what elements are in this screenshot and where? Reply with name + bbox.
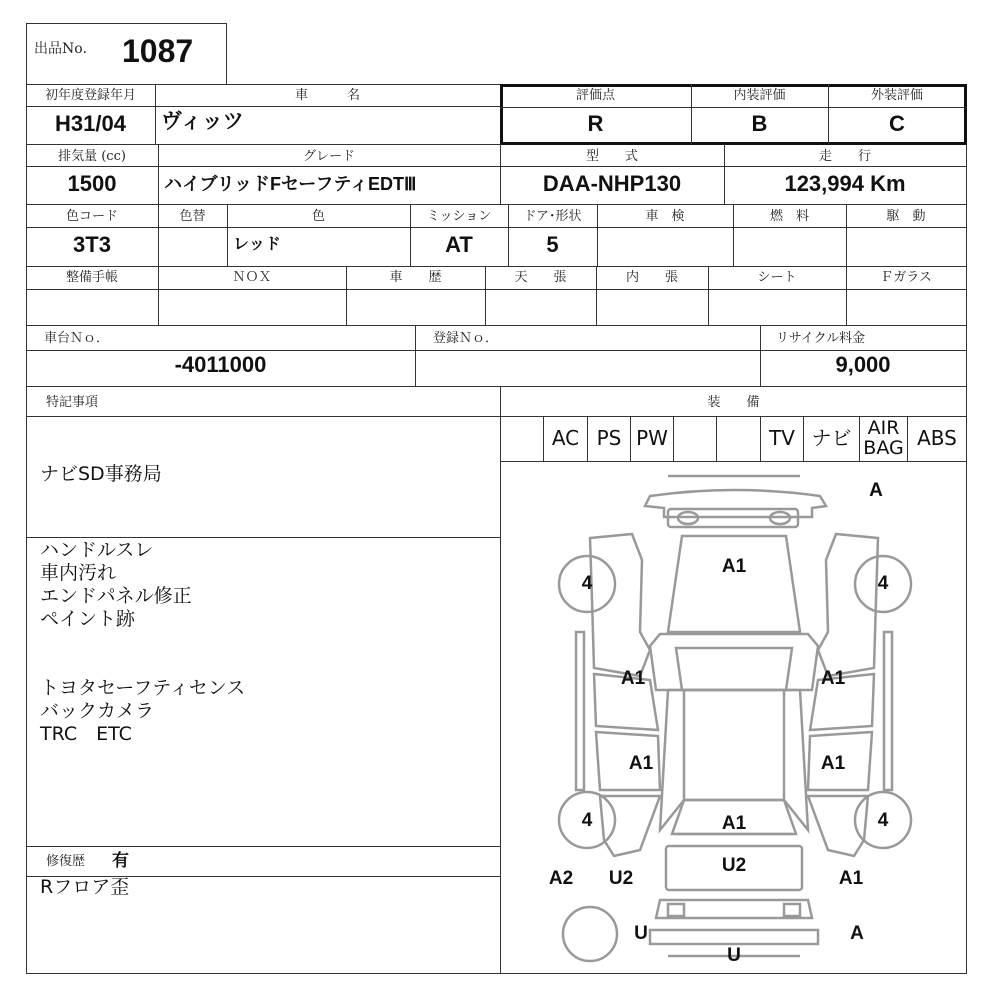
- lining-label: 内 張: [625, 270, 678, 285]
- repair-history-label: 修復歴: [46, 854, 86, 869]
- exterior-value: C: [889, 111, 905, 136]
- drive-label: 駆 動: [886, 209, 926, 224]
- transmission-value: AT: [445, 232, 473, 257]
- nox-label: ＮＯＸ: [232, 270, 272, 285]
- equipment-pw: PW: [636, 426, 668, 450]
- recycle-label: リサイクル料金: [776, 331, 866, 346]
- equipment-ps: PS: [596, 426, 622, 450]
- remarks-label: 特記事項: [46, 395, 99, 410]
- damage-spare: U: [634, 923, 648, 944]
- door-shape-label: ドア･形状: [523, 209, 582, 224]
- equipment-ac: AC: [551, 426, 580, 450]
- model-label: 型 式: [585, 149, 638, 164]
- color-code-label: 色コード: [65, 209, 118, 224]
- remarks-block-2: ハンドルスレ 車内汚れ エンドパネル修正 ペイント跡 トヨタセーフティセンス バックカメラ TRC ETC: [40, 539, 246, 745]
- color-label: 色: [311, 209, 325, 224]
- damage-right-rear-quarter: A1: [838, 868, 864, 889]
- damage-left-door: A1: [628, 753, 654, 774]
- car-name-label: 車 名: [294, 88, 360, 103]
- remarks-block-1: ナビSD事務局: [40, 463, 162, 485]
- car-name-value: ヴィッツ: [161, 110, 244, 133]
- repair-note: Rフロア歪: [40, 876, 130, 898]
- displacement-label: 排気量 (cc): [58, 149, 126, 164]
- door-shape-value: 5: [546, 232, 559, 257]
- interior-value: B: [751, 111, 768, 136]
- lot-label: 出品No．: [34, 41, 97, 57]
- fuel-label: 燃 料: [769, 209, 809, 224]
- grade-value: ハイブリッドFセーフティEDTⅢ: [164, 174, 417, 194]
- damage-hood: A1: [721, 556, 747, 577]
- registration-label: 登録Ｎｏ．: [433, 331, 499, 346]
- equipment-abs: ABS: [917, 426, 957, 450]
- model-value: DAA-NHP130: [542, 171, 682, 196]
- damage-right-front-fender: A1: [820, 668, 846, 689]
- roof-label: 天 張: [514, 270, 567, 285]
- score-value: R: [587, 111, 604, 136]
- history-label: 車 歴: [389, 270, 442, 285]
- seat-label: シート: [757, 270, 797, 285]
- glass-label: Ｆガラス: [880, 270, 932, 285]
- exterior-label: 外装評価: [870, 88, 923, 103]
- damage-left-rear-u2: U2: [608, 868, 634, 889]
- first-reg-value: H31/04: [55, 111, 126, 136]
- damage-front-bumper: A: [869, 480, 883, 501]
- equipment-airbag: AIR BAG: [863, 417, 904, 459]
- damage-left-rear-quarter: A2: [548, 868, 574, 889]
- maintenance-label: 整備手帳: [65, 270, 118, 285]
- damage-roof-rear: A1: [721, 813, 747, 834]
- displacement-value: 1500: [67, 171, 117, 196]
- first-reg-label: 初年度登録年月: [44, 88, 136, 103]
- damage-front-right-tire: 4: [877, 573, 889, 594]
- chassis-value: -4011000: [174, 352, 267, 377]
- repair-history-value: 有: [112, 851, 129, 871]
- damage-front-left-tire: 4: [581, 573, 593, 594]
- equipment-navi: ナビ: [811, 426, 852, 450]
- color-value: レッド: [233, 236, 281, 253]
- color-code-value: 3T3: [73, 232, 111, 257]
- equipment-label: 装 備: [707, 395, 760, 410]
- score-label: 評価点: [575, 88, 615, 103]
- damage-rear-left-tire: 4: [581, 810, 593, 831]
- chassis-label: 車台Ｎｏ．: [44, 331, 110, 346]
- mileage-label: 走 行: [818, 149, 871, 164]
- inspection-label: 車 検: [645, 209, 685, 224]
- damage-rear-bumper: U: [727, 945, 741, 966]
- recycle-value: 9,000: [835, 352, 891, 377]
- damage-right-door: A1: [820, 753, 846, 774]
- grade-label: グレード: [302, 149, 355, 164]
- equipment-tv: TV: [769, 426, 795, 450]
- damage-rear-right-tire: 4: [877, 810, 889, 831]
- damage-trunk: U2: [721, 855, 747, 876]
- color-change-label: 色替: [179, 209, 206, 224]
- transmission-label: ミッション: [426, 209, 492, 224]
- interior-label: 内装評価: [733, 88, 786, 103]
- lot-number: 1087: [122, 33, 194, 69]
- damage-left-front-fender: A1: [620, 668, 646, 689]
- damage-rear-right: A: [850, 923, 864, 944]
- mileage-value: 123,994 Km: [784, 171, 906, 196]
